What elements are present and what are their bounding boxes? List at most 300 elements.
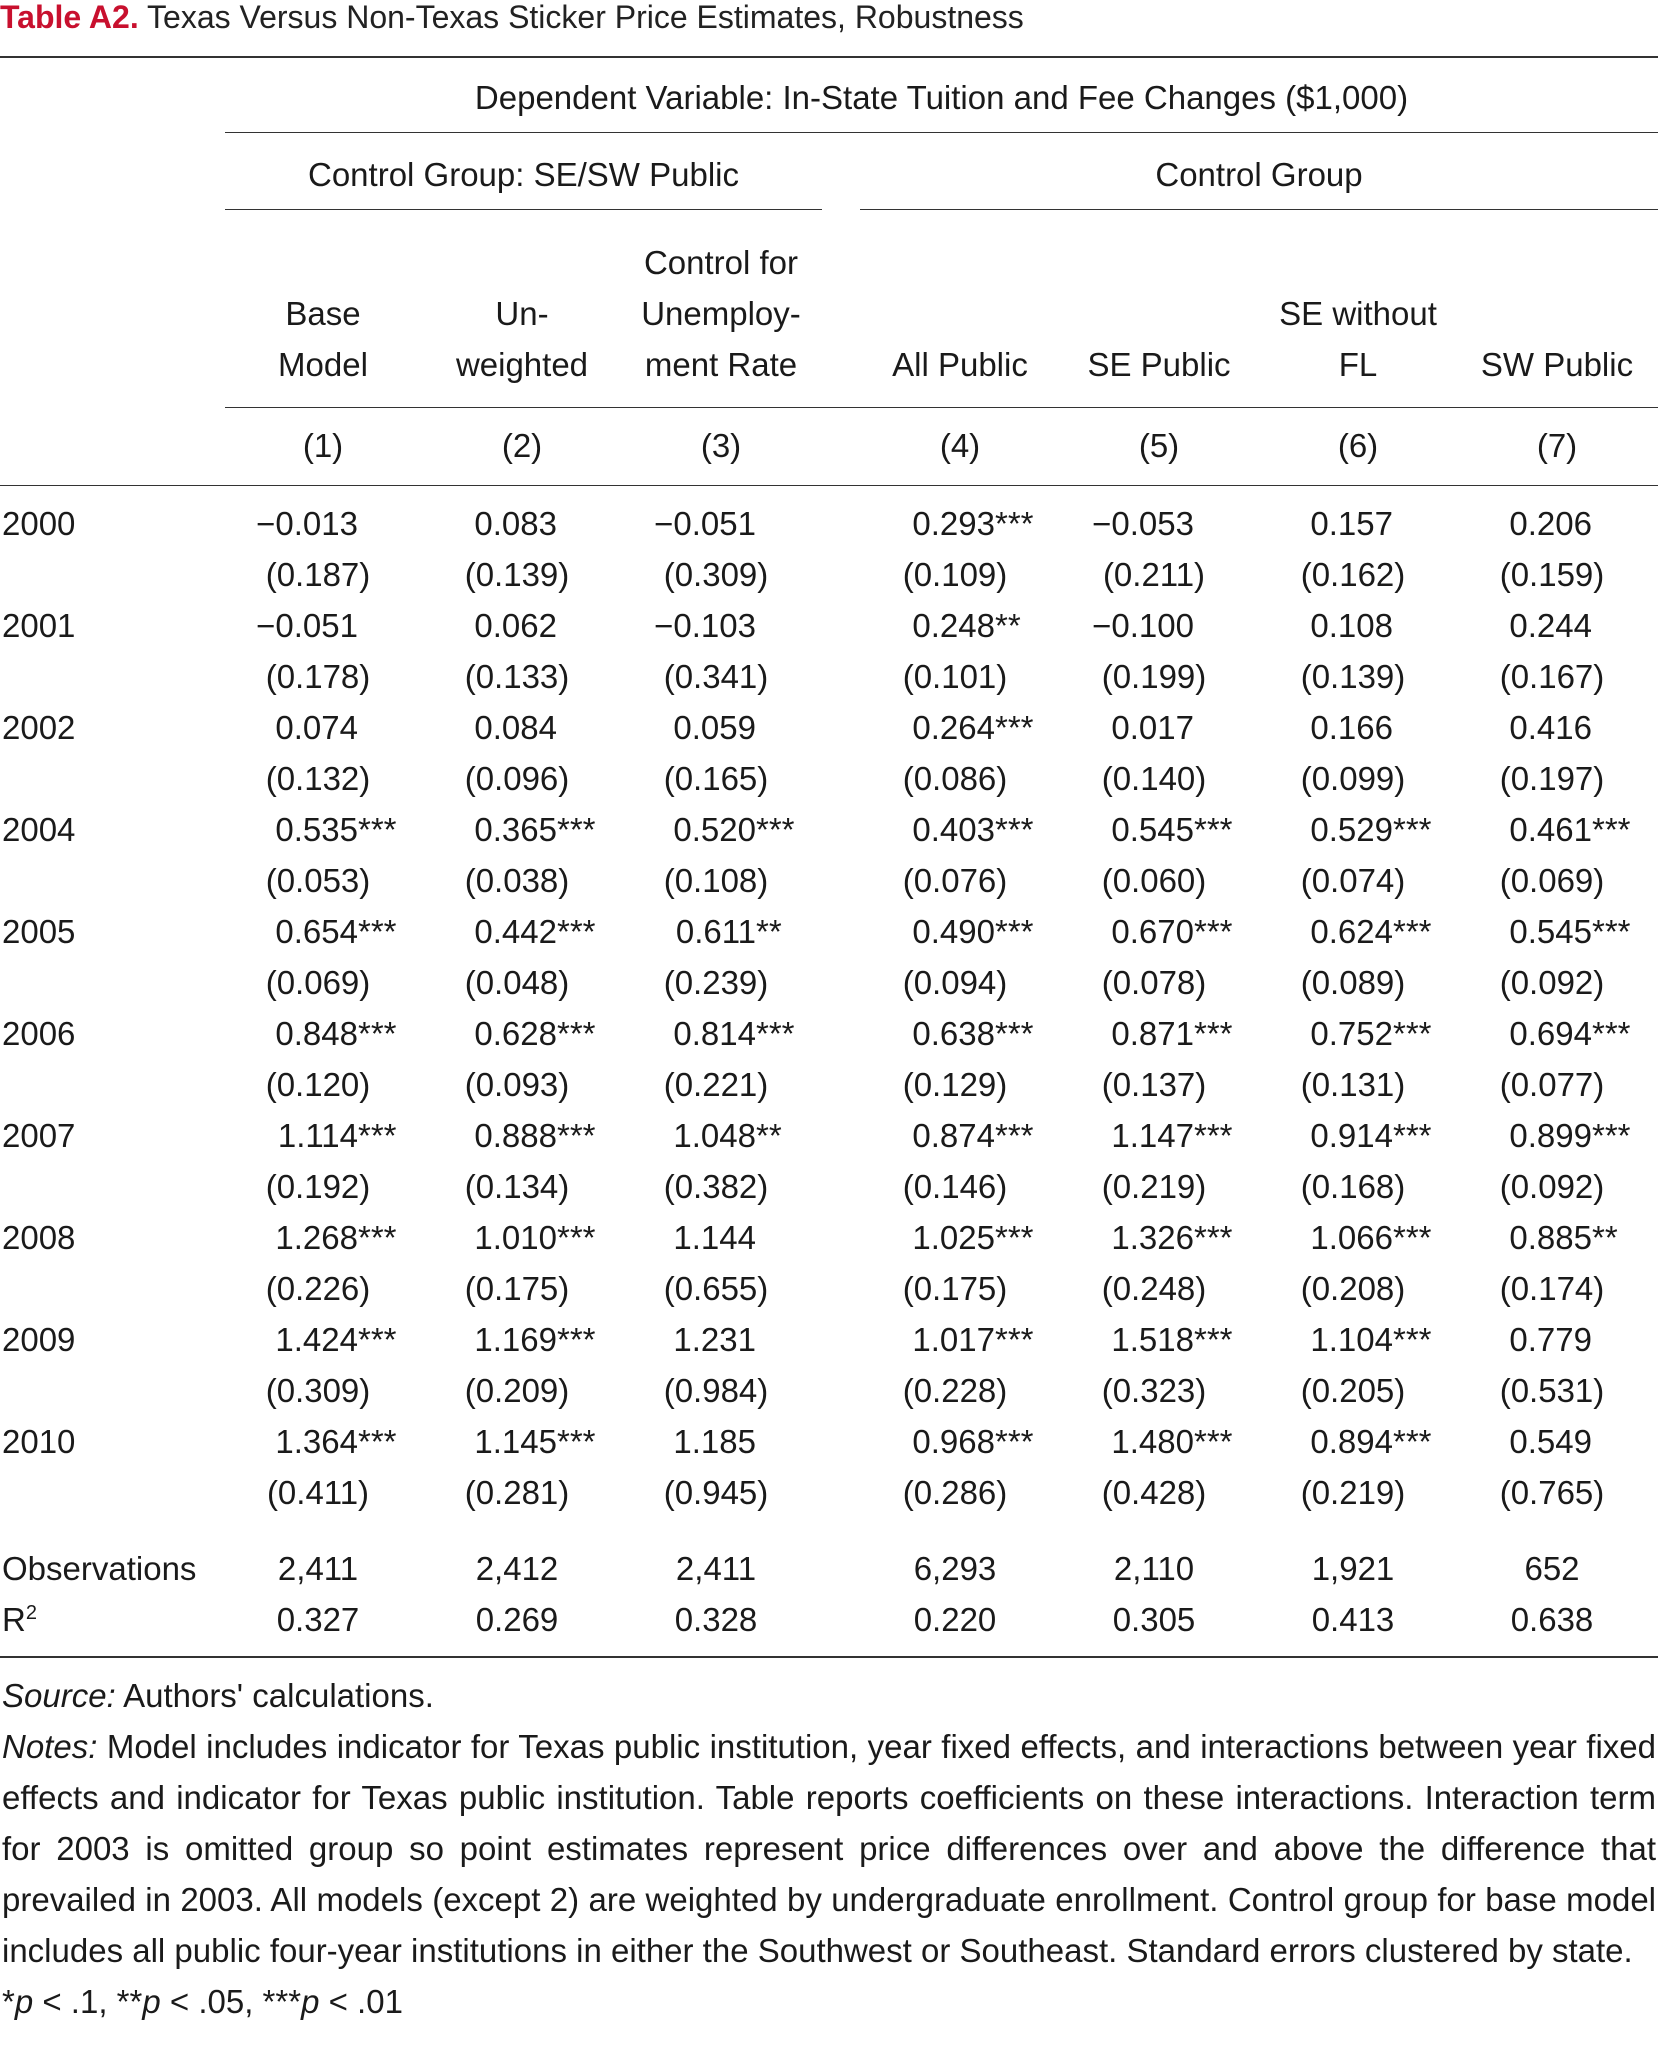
coefficient-value: 0.874 [912, 1117, 995, 1154]
standard-error-cell: (0.134) [464, 1168, 570, 1205]
standard-error-cell: (0.178) [265, 658, 371, 695]
coefficient-value: 0.779 [1509, 1321, 1592, 1358]
significance-stars: *** [1393, 1219, 1432, 1256]
significance-stars: *** [1393, 1117, 1432, 1154]
coefficient-cell [1074, 1212, 1254, 1263]
standard-error-cell: (0.146) [902, 1168, 1008, 1205]
coefficient-cell [875, 1110, 1055, 1161]
significance-stars: *** [358, 1015, 397, 1052]
standard-error-cell: (0.168) [1300, 1168, 1406, 1205]
standard-error-cell: (0.208) [1300, 1270, 1406, 1307]
coefficient-cell [238, 600, 418, 651]
significance-stars: *** [557, 1219, 596, 1256]
standard-error-cell: (0.341) [663, 658, 769, 695]
coefficient-cell [1273, 1314, 1453, 1365]
sig-stars-2: ** [116, 1983, 143, 2020]
column-header-4-line-1: All Public [892, 346, 1028, 383]
significance-stars: *** [358, 913, 397, 950]
significance-stars: *** [995, 1321, 1034, 1358]
standard-error-cell: (0.531) [1499, 1372, 1605, 1409]
standard-error-cell: (0.086) [902, 760, 1008, 797]
standard-error-cell: (0.765) [1499, 1474, 1605, 1511]
control-group-left-header: Control Group: SE/SW Public [308, 156, 739, 193]
coefficient-cell [636, 702, 816, 753]
column-header-2-line-2: weighted [455, 346, 589, 383]
coefficient-value: 1.480 [1111, 1423, 1194, 1460]
significance-stars: *** [1592, 1117, 1631, 1154]
coefficient-value: 0.206 [1509, 505, 1592, 542]
coefficient-value: 0.166 [1310, 709, 1393, 746]
standard-error-cell: (0.205) [1300, 1372, 1406, 1409]
standard-error-cell: (0.139) [1300, 658, 1406, 695]
column-header-6-line-1: SE without [1279, 295, 1437, 332]
significance-stars: *** [756, 1015, 795, 1052]
coefficient-cell [1472, 906, 1652, 957]
standard-error-cell: (0.131) [1300, 1066, 1406, 1103]
standard-error-cell: (0.069) [1499, 862, 1605, 899]
coefficient-value: 0.442 [474, 913, 557, 950]
coefficient-value: 0.654 [275, 913, 358, 950]
coefficient-cell [238, 1008, 418, 1059]
coefficient-cell [437, 906, 617, 957]
table-title [0, 0, 1024, 34]
significance-stars: *** [995, 1117, 1034, 1154]
coefficient-value: 0.535 [275, 811, 358, 848]
standard-error-cell: (0.174) [1499, 1270, 1605, 1307]
table-number: Table A2. [0, 0, 139, 35]
significance-stars: *** [995, 1219, 1034, 1256]
coefficient-value: 0.293 [912, 505, 995, 542]
significance-stars: *** [995, 1015, 1034, 1052]
coefficient-cell [875, 1416, 1055, 1467]
column-number-3: (3) [700, 427, 742, 464]
stat-label-superscript: 2 [25, 1602, 37, 1624]
control-group-right-header: Control Group [1155, 156, 1363, 193]
column-label-rule [225, 407, 1658, 408]
coefficient-cell [1472, 1110, 1652, 1161]
standard-error-cell: (0.228) [902, 1372, 1008, 1409]
sig-stars-1: * [2, 1983, 15, 2020]
coefficient-value: 1.268 [275, 1219, 358, 1256]
row-year-2007: 2007 [2, 1117, 76, 1154]
column-header-1-line-1: Base [285, 295, 361, 332]
coefficient-cell [1074, 906, 1254, 957]
coefficient-cell [238, 498, 418, 549]
coefficient-cell [875, 1314, 1055, 1365]
coefficient-cell [437, 498, 617, 549]
standard-error-cell: (0.109) [902, 556, 1008, 593]
coefficient-cell [636, 1008, 816, 1059]
coefficient-cell [1273, 600, 1453, 651]
standard-error-cell: (0.089) [1300, 964, 1406, 1001]
significance-stars: *** [358, 1117, 397, 1154]
coefficient-cell [238, 1314, 418, 1365]
coefficient-cell [238, 804, 418, 855]
coefficient-value: 0.638 [912, 1015, 995, 1052]
significance-stars: *** [1393, 913, 1432, 950]
standard-error-cell: (0.428) [1101, 1474, 1207, 1511]
significance-stars: *** [1194, 811, 1233, 848]
significance-stars: *** [358, 811, 397, 848]
row-year-2002: 2002 [2, 709, 76, 746]
coefficient-value: 1.144 [673, 1219, 756, 1256]
coefficient-cell [875, 804, 1055, 855]
column-header-1-line-2: Model [278, 346, 368, 383]
coefficient-value: 0.848 [275, 1015, 358, 1052]
coefficient-cell [1074, 1314, 1254, 1365]
coefficient-value: 0.074 [275, 709, 358, 746]
standard-error-cell: (0.167) [1499, 658, 1605, 695]
significance-stars: *** [995, 709, 1034, 746]
standard-error-cell: (0.120) [265, 1066, 371, 1103]
stat-label-0 [2, 1543, 196, 1594]
coefficient-cell [875, 906, 1055, 957]
row-year-2009: 2009 [2, 1321, 76, 1358]
standard-error-cell: (0.140) [1101, 760, 1207, 797]
source-note [2, 1670, 1656, 1721]
coefficient-value: 0.490 [912, 913, 995, 950]
coefficient-cell [1273, 1416, 1453, 1467]
coefficient-cell [437, 1314, 617, 1365]
coefficient-cell [636, 804, 816, 855]
row-year-2004: 2004 [2, 811, 76, 848]
row-year-2010: 2010 [2, 1423, 76, 1460]
standard-error-cell: (0.137) [1101, 1066, 1207, 1103]
standard-error-cell: (0.159) [1499, 556, 1605, 593]
stat-value-cell: 0.220 [913, 1601, 997, 1638]
sig-p-2: p [142, 1983, 161, 2020]
coefficient-value: −0.051 [256, 607, 358, 644]
standard-error-cell: (0.221) [663, 1066, 769, 1103]
coefficient-cell [1273, 1008, 1453, 1059]
coefficient-cell [875, 600, 1055, 651]
coefficient-cell [1074, 498, 1254, 549]
coefficient-value: 1.169 [474, 1321, 557, 1358]
significance-stars: *** [1393, 1321, 1432, 1358]
table-caption: Texas Versus Non-Texas Sticker Price Estimates, Robustness [138, 0, 1024, 35]
stat-value-cell: 0.305 [1112, 1601, 1196, 1638]
significance-stars: *** [1194, 1015, 1233, 1052]
coefficient-value: 1.048 [673, 1117, 756, 1154]
stat-value-cell: 0.328 [674, 1601, 758, 1638]
row-year-2001: 2001 [2, 607, 76, 644]
standard-error-cell: (0.053) [265, 862, 371, 899]
row-year-2000: 2000 [2, 505, 76, 542]
stat-label-text: Observations [2, 1550, 197, 1587]
coefficient-cell [238, 1110, 418, 1161]
standard-error-cell: (0.192) [265, 1168, 371, 1205]
standard-error-cell: (0.411) [266, 1474, 370, 1511]
bottom-rule [0, 1656, 1658, 1658]
standard-error-cell: (0.286) [902, 1474, 1008, 1511]
coefficient-cell [636, 1416, 816, 1467]
column-header-3-line-3: ment Rate [644, 346, 798, 383]
standard-error-cell: (0.309) [663, 556, 769, 593]
coefficient-value: 0.244 [1509, 607, 1592, 644]
standard-error-cell: (0.187) [265, 556, 371, 593]
significance-stars: *** [557, 1015, 596, 1052]
stat-value-cell: 2,110 [1113, 1550, 1195, 1587]
significance-stars: *** [995, 913, 1034, 950]
coefficient-cell [238, 906, 418, 957]
coefficient-cell [1273, 1110, 1453, 1161]
standard-error-cell: (0.945) [663, 1474, 769, 1511]
coefficient-value: 1.185 [673, 1423, 756, 1460]
coefficient-value: 0.059 [673, 709, 756, 746]
standard-error-cell: (0.076) [902, 862, 1008, 899]
standard-error-cell: (0.165) [663, 760, 769, 797]
standard-error-cell: (0.139) [464, 556, 570, 593]
stat-value-cell: 0.269 [475, 1601, 559, 1638]
coefficient-value: 1.145 [474, 1423, 557, 1460]
notes-paragraph [2, 1721, 1656, 1976]
standard-error-cell: (0.655) [663, 1270, 769, 1307]
coefficient-value: 0.694 [1509, 1015, 1592, 1052]
sig-p-1: p [14, 1983, 34, 2020]
coefficient-cell [1074, 1008, 1254, 1059]
standard-error-cell: (0.101) [902, 658, 1008, 695]
coefficient-value: 0.403 [912, 811, 995, 848]
coefficient-value: 0.814 [673, 1015, 756, 1052]
stat-value-cell: 1,921 [1311, 1550, 1395, 1587]
stat-value-cell: 6,293 [913, 1550, 997, 1587]
standard-error-cell: (0.323) [1101, 1372, 1207, 1409]
standard-error-cell: (0.209) [464, 1372, 570, 1409]
standard-error-cell: (0.092) [1499, 964, 1605, 1001]
coefficient-value: 1.010 [474, 1219, 557, 1256]
stat-value-cell: 0.413 [1311, 1601, 1395, 1638]
coefficient-cell [238, 1212, 418, 1263]
coefficient-value: 0.529 [1310, 811, 1393, 848]
stat-label-text: R [2, 1601, 26, 1638]
standard-error-cell: (0.199) [1101, 658, 1207, 695]
significance-stars: *** [1194, 1219, 1233, 1256]
standard-error-cell: (0.078) [1101, 964, 1207, 1001]
coefficient-cell [1472, 1212, 1652, 1263]
standard-error-cell: (0.060) [1101, 862, 1207, 899]
coefficient-cell [1273, 906, 1453, 957]
column-header-7-line-1: SW Public [1480, 346, 1634, 383]
standard-error-cell: (0.281) [464, 1474, 570, 1511]
significance-stars: ** [756, 913, 782, 950]
column-header-6-line-2: FL [1338, 346, 1378, 383]
header-bottom-rule [0, 485, 1658, 486]
coefficient-cell [437, 1008, 617, 1059]
stat-value-cell: 0.638 [1510, 1601, 1594, 1638]
coefficient-value: 0.416 [1509, 709, 1592, 746]
coefficient-value: 1.017 [912, 1321, 995, 1358]
coefficient-cell [1472, 1314, 1652, 1365]
standard-error-cell: (0.038) [464, 862, 570, 899]
dependent-variable-rule [225, 132, 1658, 133]
column-header-3-line-2: Unemploy- [641, 295, 801, 332]
significance-stars: *** [358, 1321, 397, 1358]
column-number-2: (2) [501, 427, 543, 464]
coefficient-cell [1074, 804, 1254, 855]
coefficient-cell [437, 1110, 617, 1161]
table-notes [2, 1670, 1656, 2027]
row-year-2008: 2008 [2, 1219, 76, 1256]
coefficient-value: 0.894 [1310, 1423, 1393, 1460]
coefficient-value: 0.549 [1509, 1423, 1592, 1460]
coefficient-cell [1273, 702, 1453, 753]
coefficient-cell [1074, 1416, 1254, 1467]
coefficient-value: 0.968 [912, 1423, 995, 1460]
standard-error-cell: (0.309) [265, 1372, 371, 1409]
coefficient-value: 0.624 [1310, 913, 1393, 950]
standard-error-cell: (0.175) [902, 1270, 1008, 1307]
coefficient-cell [875, 702, 1055, 753]
coefficient-value: 0.752 [1310, 1015, 1393, 1052]
coefficient-value: 0.083 [474, 505, 557, 542]
standard-error-cell: (0.129) [902, 1066, 1008, 1103]
coefficient-value: 0.062 [474, 607, 557, 644]
control-group-left-rule [225, 209, 822, 210]
significance-note [2, 1976, 1656, 2027]
coefficient-value: 1.364 [275, 1423, 358, 1460]
coefficient-cell [1074, 702, 1254, 753]
significance-stars: *** [756, 811, 795, 848]
coefficient-value: 0.611 [675, 913, 756, 950]
standard-error-cell: (0.984) [663, 1372, 769, 1409]
coefficient-value: 1.114 [277, 1117, 358, 1154]
coefficient-cell [636, 498, 816, 549]
coefficient-value: 0.628 [474, 1015, 557, 1052]
significance-stars: *** [557, 1423, 596, 1460]
significance-stars: *** [995, 1423, 1034, 1460]
coefficient-value: 1.104 [1310, 1321, 1393, 1358]
significance-stars: *** [995, 505, 1034, 542]
coefficient-value: 1.147 [1111, 1117, 1194, 1154]
column-header-5-line-1: SE Public [1087, 346, 1231, 383]
standard-error-cell: (0.382) [663, 1168, 769, 1205]
coefficient-cell [238, 702, 418, 753]
column-number-6: (6) [1337, 427, 1379, 464]
standard-error-cell: (0.092) [1499, 1168, 1605, 1205]
coefficient-cell [1074, 1110, 1254, 1161]
coefficient-value: 0.248 [912, 607, 995, 644]
coefficient-value: 0.871 [1111, 1015, 1194, 1052]
column-number-1: (1) [302, 427, 344, 464]
significance-stars: *** [1194, 913, 1233, 950]
standard-error-cell: (0.133) [464, 658, 570, 695]
stat-value-cell: 0.327 [276, 1601, 360, 1638]
coefficient-value: −0.053 [1092, 505, 1194, 542]
coefficient-value: 0.108 [1310, 607, 1393, 644]
significance-stars: *** [1393, 811, 1432, 848]
coefficient-value: 0.885 [1509, 1219, 1592, 1256]
standard-error-cell: (0.077) [1499, 1066, 1605, 1103]
notes-label: Notes: [2, 1728, 98, 1765]
coefficient-cell [437, 1212, 617, 1263]
significance-stars: *** [1592, 811, 1631, 848]
standard-error-cell: (0.219) [1101, 1168, 1207, 1205]
standard-error-cell: (0.048) [464, 964, 570, 1001]
top-rule [0, 56, 1658, 58]
stat-value-cell: 2,411 [675, 1550, 757, 1587]
significance-stars: *** [995, 811, 1034, 848]
stat-label-1 [2, 1594, 37, 1645]
coefficient-cell [636, 600, 816, 651]
standard-error-cell: (0.074) [1300, 862, 1406, 899]
significance-stars: *** [557, 913, 596, 950]
coefficient-value: 0.545 [1509, 913, 1592, 950]
coefficient-cell [1472, 1416, 1652, 1467]
standard-error-cell: (0.175) [464, 1270, 570, 1307]
coefficient-cell [1472, 702, 1652, 753]
column-number-4: (4) [939, 427, 981, 464]
standard-error-cell: (0.132) [265, 760, 371, 797]
column-header-3-line-1: Control for [643, 244, 799, 281]
coefficient-cell [238, 1416, 418, 1467]
row-year-2006: 2006 [2, 1015, 76, 1052]
significance-stars: ** [995, 607, 1021, 644]
coefficient-cell [1472, 498, 1652, 549]
coefficient-value: 1.025 [912, 1219, 995, 1256]
sig-p-3: p [301, 1983, 320, 2020]
standard-error-cell: (0.162) [1300, 556, 1406, 593]
standard-error-cell: (0.094) [902, 964, 1008, 1001]
coefficient-cell [875, 498, 1055, 549]
significance-stars: *** [557, 1321, 596, 1358]
column-number-7: (7) [1536, 427, 1578, 464]
significance-stars: *** [1592, 1015, 1631, 1052]
significance-stars: *** [1194, 1321, 1233, 1358]
coefficient-cell [437, 702, 617, 753]
coefficient-cell [1074, 600, 1254, 651]
row-year-2005: 2005 [2, 913, 76, 950]
coefficient-value: 0.017 [1111, 709, 1194, 746]
coefficient-value: 0.365 [474, 811, 557, 848]
standard-error-cell: (0.211) [1102, 556, 1206, 593]
coefficient-cell [1273, 498, 1453, 549]
coefficient-cell [636, 1110, 816, 1161]
sig-threshold-3: < .01 [319, 1983, 403, 2020]
significance-stars: *** [1393, 1015, 1432, 1052]
column-number-5: (5) [1138, 427, 1180, 464]
significance-stars: *** [557, 1117, 596, 1154]
stat-value-cell: 2,411 [277, 1550, 359, 1587]
standard-error-cell: (0.226) [265, 1270, 371, 1307]
dependent-variable-header: Dependent Variable: In-State Tuition and Fee Changes ($1,000) [474, 79, 1409, 116]
significance-stars: ** [756, 1117, 782, 1154]
coefficient-cell [875, 1008, 1055, 1059]
standard-error-cell: (0.219) [1300, 1474, 1406, 1511]
stat-value-cell: 2,412 [475, 1550, 559, 1587]
significance-stars: *** [1194, 1423, 1233, 1460]
coefficient-cell [1273, 804, 1453, 855]
significance-stars: *** [358, 1219, 397, 1256]
standard-error-cell: (0.093) [464, 1066, 570, 1103]
coefficient-value: 1.424 [275, 1321, 358, 1358]
sig-stars-3: *** [262, 1983, 302, 2020]
standard-error-cell: (0.197) [1499, 760, 1605, 797]
coefficient-value: 0.545 [1111, 811, 1194, 848]
coefficient-value: −0.103 [654, 607, 756, 644]
coefficient-value: 1.066 [1310, 1219, 1393, 1256]
coefficient-cell [875, 1212, 1055, 1263]
stat-value-cell: 652 [1524, 1550, 1580, 1587]
standard-error-cell: (0.099) [1300, 760, 1406, 797]
control-group-right-rule [860, 209, 1658, 210]
significance-stars: *** [1194, 1117, 1233, 1154]
coefficient-cell [437, 600, 617, 651]
coefficient-cell [636, 1212, 816, 1263]
sig-threshold-2: < .05, [160, 1983, 263, 2020]
coefficient-value: −0.013 [256, 505, 358, 542]
coefficient-cell [437, 804, 617, 855]
coefficient-value: −0.100 [1092, 607, 1194, 644]
